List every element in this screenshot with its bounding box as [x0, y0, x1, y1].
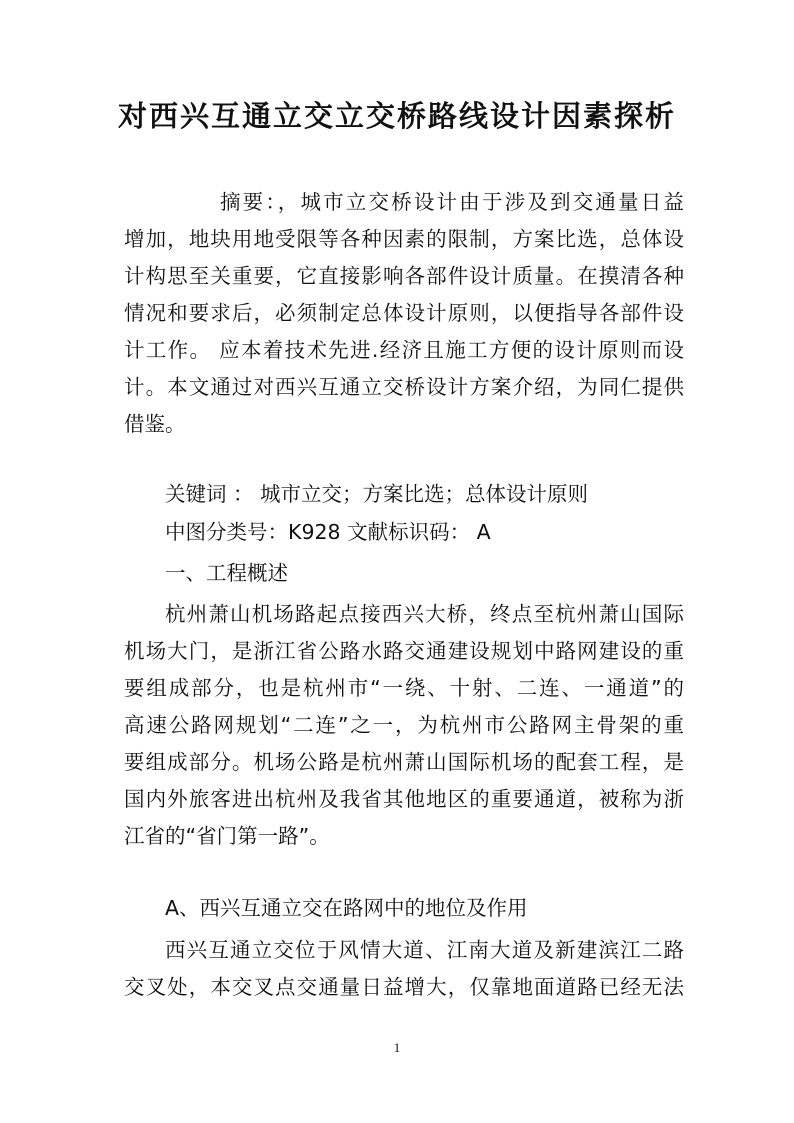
abstract-paragraph: [124, 184, 684, 443]
page-number: 1: [393, 1040, 401, 1055]
paragraph-line: 机场大门，是浙江省公路水路交通建设规划中路网建设的重: [124, 639, 684, 663]
document-title: 对西兴互通立交立交桥路线设计因素探析: [117, 99, 676, 133]
paragraph-line: 高速公路网规划“二连”之一，为杭州市公路网主骨架的重: [124, 713, 684, 737]
abstract-line: 计构思至关重要，它直接影响各部件设计质量。在摸清各种: [124, 264, 684, 288]
abstract-line: 情况和要求后，必须制定总体设计原则，以便指导各部件设: [124, 301, 684, 325]
abstract-line: 摘要：，城市立交桥设计由于涉及到交通量日益: [220, 190, 684, 214]
paragraph-line: 国内外旅客进出杭州及我省其他地区的重要通道，被称为浙: [124, 787, 684, 811]
paragraph-line: 交叉处，本交叉点交通量日益增大，仅靠地面道路已经无法: [124, 975, 684, 999]
paragraph-line: 西兴互通立交位于风情大道、江南大道及新建滨江二路: [165, 938, 684, 962]
abstract-line: 增加，地块用地受限等各种因素的限制，方案比选，总体设: [124, 227, 684, 251]
abstract-line: 计。本文通过对西兴互通立交桥设计方案介绍，为同仁提供: [124, 375, 684, 399]
paragraph-line: 杭州萧山机场路起点接西兴大桥，终点至杭州萧山国际: [165, 602, 684, 626]
section1-paragraph: [124, 596, 684, 855]
keywords-line: 关键词 ： 城市立交；方案比选；总体设计原则: [165, 482, 589, 506]
paragraph-line: 江省的“省门第一路”。: [124, 824, 330, 848]
paragraph-line: 要组成部分，也是杭州市“一绕、十射、二连、一通道”的: [124, 676, 684, 700]
section-heading: 一、工程概述: [165, 561, 288, 585]
paragraph-line: 要组成部分。机场公路是杭州萧山国际机场的配套工程，是: [124, 750, 684, 774]
subsection-a-paragraph: [124, 932, 684, 1006]
classification-line: 中图分类号：K928 文献标识码： A: [165, 520, 491, 544]
abstract-line: 计工作。 应本着技术先进.经济且施工方便的设计原则而设: [124, 338, 684, 362]
abstract-line: 借鉴。: [124, 412, 186, 436]
subsection-heading: A、西兴互通立交在路网中的地位及作用: [165, 896, 528, 920]
